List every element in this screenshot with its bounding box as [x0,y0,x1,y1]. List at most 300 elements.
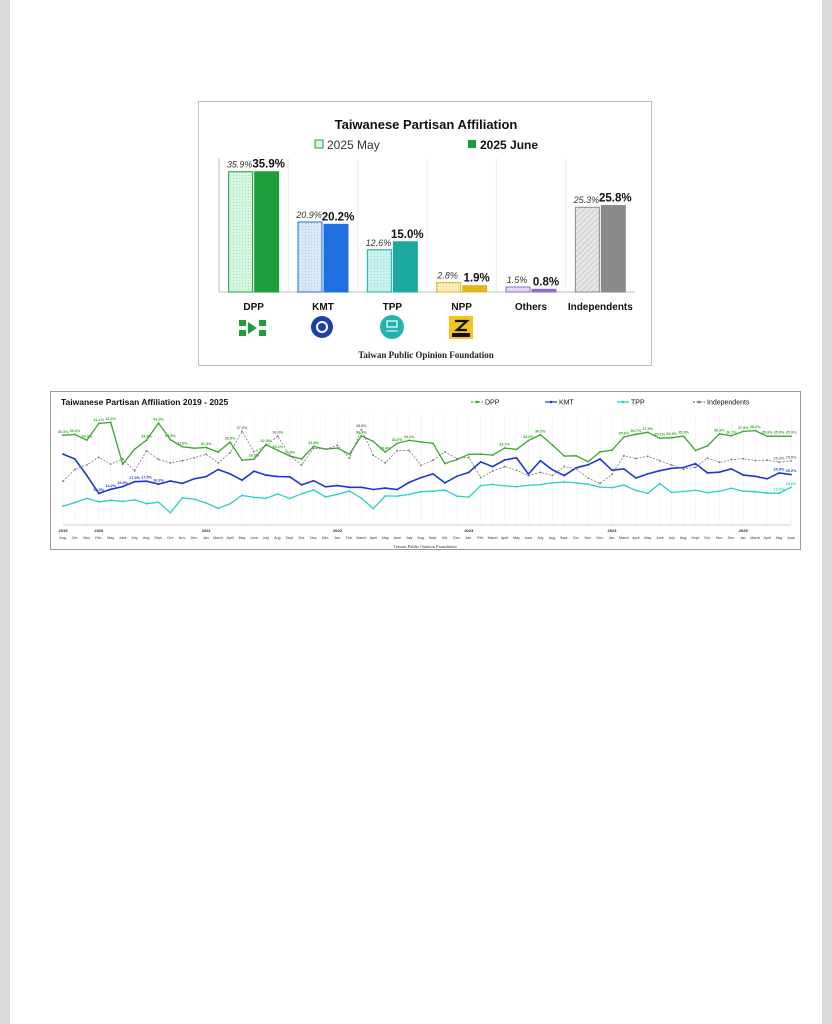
data-point-tpp [742,490,744,492]
month-tick-label: April [500,536,509,540]
data-point-tpp [384,495,386,497]
data-point-kmt [277,476,279,478]
data-point-kmt [754,475,756,477]
data-point-independents [683,468,685,470]
month-tick-label: March [213,536,224,540]
data-point-kmt [265,474,267,476]
data-point-independents [122,458,124,460]
month-tick-label: Oct. [167,536,174,540]
bar-value-label: 15.0% [391,228,424,241]
bar-npp-june [463,286,487,292]
month-tick-label: Jan. [608,536,616,540]
data-point-tpp [671,492,673,494]
data-point-tpp [396,495,398,497]
data-point-tpp [74,502,76,504]
data-point-tpp [229,503,231,505]
data-point-dpp [659,437,661,439]
data-point-kmt [158,483,160,485]
year-label: 2019 [58,528,68,533]
data-point-independents [790,460,792,462]
document-page [10,0,822,1024]
data-point-tpp [170,512,172,514]
data-point-independents [671,464,673,466]
bar-value-label: 1.5% [506,274,528,285]
data-point-independents [778,461,780,463]
data-point-independents [62,480,64,482]
data-point-dpp [742,430,744,432]
month-tick-label: Oct. [572,536,580,540]
data-label-dpp: 35.3% [666,432,678,437]
data-point-independents [599,483,601,485]
data-point-tpp [217,507,219,509]
month-tick-label: June [393,536,402,540]
data-point-tpp [241,495,243,497]
data-point-independents [504,466,506,468]
bar-chart-title: Taiwanese Partisan Affiliation [334,117,518,132]
legend-label-june: 2025 June [480,138,539,152]
month-tick-label: March [750,536,761,540]
data-point-independents [635,458,637,460]
month-tick-label: Nov. [310,536,318,540]
data-label-dpp: 32.5% [260,439,272,444]
data-point-independents [528,475,530,477]
data-point-dpp [229,441,231,443]
year-label: 2025 [738,528,748,533]
bar-independents-june [601,206,625,292]
data-point-independents [301,464,303,466]
month-tick-label: Nov. [715,536,723,540]
month-tick-label: March [618,536,629,540]
data-point-tpp [289,498,291,500]
data-label-kmt: 14.2% [105,483,117,488]
data-point-tpp [528,484,530,486]
month-tick-label: Sept. [691,536,700,540]
data-point-independents [181,460,183,462]
data-point-dpp [74,434,76,436]
data-point-tpp [754,491,756,493]
data-point-kmt [289,476,291,478]
data-point-tpp [313,489,315,491]
data-point-dpp [372,440,374,442]
bar-dot-overlay [437,283,461,292]
data-point-tpp [62,505,64,507]
data-label-kmt: 20.2% [785,469,797,474]
data-point-kmt [480,461,482,463]
data-point-dpp [360,435,362,437]
month-tick-label: Jan. [465,536,473,540]
data-point-kmt [170,480,172,482]
month-tick-label: Nov. [83,536,91,540]
data-point-dpp [384,451,386,453]
bar-value-label: 20.9% [296,209,322,220]
data-point-tpp [599,486,601,488]
month-tick-label: May [238,536,246,540]
data-point-kmt [444,482,446,484]
month-tick-label: May [644,536,652,540]
data-point-dpp [575,455,577,457]
data-point-independents [742,458,744,460]
month-tick-label: Oct. [441,536,449,540]
data-point-tpp [420,491,422,493]
data-point-kmt [492,466,494,468]
data-point-kmt [707,472,709,474]
data-point-kmt [456,475,458,477]
data-point-independents [575,468,577,470]
year-label: 2021 [201,528,211,533]
data-point-independents [444,451,446,453]
data-point-kmt [671,467,673,469]
data-point-tpp [516,486,518,488]
data-point-tpp [695,489,697,491]
data-label-kmt: 15.3% [117,481,129,486]
bar-chart-marks [227,159,632,292]
month-tick-label: Jan. [334,536,341,540]
data-point-tpp [778,492,780,494]
series-line-dpp [63,422,791,464]
month-tick-label: Sept. [560,536,569,540]
data-label-dpp: 36.5% [534,429,546,434]
line-chart-data-labels [58,417,797,492]
legend-marker-kmt [550,401,553,404]
data-point-tpp [587,483,589,485]
data-point-kmt [539,460,541,462]
data-point-dpp [516,449,518,451]
category-label-tpp: TPP [382,302,403,313]
data-point-kmt [790,474,792,476]
data-point-tpp [492,484,494,486]
data-point-kmt [635,477,637,479]
month-tick-label: July [537,536,544,540]
month-tick-label: March [487,536,498,540]
month-tick-label: June [787,536,795,540]
data-label-dpp: 34.5% [165,434,176,439]
month-tick-label: Nov. [178,536,186,540]
data-point-tpp [158,501,160,503]
data-label-dpp: 35.9% [678,430,689,435]
data-label-tpp: 15.0% [785,481,797,486]
data-label-dpp: 36.6% [69,429,81,434]
month-tick-label: Sept. [428,536,438,540]
data-point-dpp [420,441,422,443]
data-label-independents: 37.9% [236,425,248,430]
data-point-independents [253,451,255,453]
data-point-dpp [766,435,768,437]
month-tick-label: April [632,536,640,540]
month-tick-label: Feb. [345,536,354,540]
data-point-dpp [313,445,315,447]
data-label-dpp: 37.9% [737,425,749,430]
data-point-tpp [277,493,279,495]
data-point-independents [516,469,518,471]
data-point-independents [647,455,649,457]
month-tick-label: April [226,536,234,540]
data-point-kmt [432,473,434,475]
data-label-dpp: 31.3% [200,441,212,446]
data-point-dpp [563,455,565,457]
data-point-kmt [611,469,613,471]
data-point-tpp [253,496,255,498]
data-point-kmt [229,473,231,475]
data-point-dpp [349,453,351,455]
category-label-others: Others [514,302,548,313]
data-point-tpp [86,497,88,499]
data-point-dpp [86,439,88,441]
bar-value-label: 25.3% [573,195,600,206]
data-point-kmt [623,468,625,470]
data-label-dpp: 35.6% [618,431,630,436]
data-point-kmt [420,477,422,479]
data-point-kmt [74,458,76,460]
bar-value-label: 12.6% [365,237,392,248]
line-chart-title: Taiwanese Partisan Affiliation 2019 - 2025 [61,397,229,407]
data-point-kmt [134,481,136,483]
data-point-independents [539,472,541,474]
data-label-dpp: 35.1% [654,432,666,437]
data-point-tpp [766,492,768,494]
data-point-independents [480,477,482,479]
data-point-independents [396,450,398,452]
data-label-dpp: 41.3% [153,417,164,422]
data-point-kmt [408,482,410,484]
data-label-kmt: 16.3% [153,478,164,483]
data-point-dpp [217,451,219,453]
data-label-dpp: 34.3% [141,434,152,439]
data-point-tpp [623,484,625,486]
data-point-kmt [563,475,565,477]
data-point-dpp [181,446,183,448]
month-tick-label: Aug. [274,536,282,540]
month-tick-label: Jan. [739,536,747,540]
data-label-dpp: 33.1% [499,442,510,447]
bar-dpp-june [255,172,279,292]
data-point-independents [277,435,279,437]
month-tick-label: Dec. [727,536,736,540]
month-tick-label: June [524,536,533,540]
data-label-tpp: 12.6% [773,487,785,492]
data-label-dpp: 41.1% [93,418,105,423]
data-point-dpp [778,435,780,437]
data-point-independents [659,460,661,462]
data-point-independents [349,457,351,459]
data-point-tpp [647,492,649,494]
data-point-tpp [181,497,183,499]
data-point-kmt [181,483,183,485]
data-point-dpp [671,437,673,439]
data-point-dpp [253,458,255,460]
legend-marker-tpp [622,401,625,404]
data-point-dpp [468,453,470,455]
data-label-independents: 25.8% [785,455,797,460]
data-point-dpp [587,461,589,463]
legend-swatch-may [315,140,323,148]
data-point-dpp [193,447,195,449]
data-label-dpp: 34.2% [403,434,415,439]
data-point-kmt [551,469,553,471]
data-point-kmt [313,480,315,482]
month-tick-label: Dec. [190,536,198,540]
data-label-dpp: 34.3% [81,434,93,439]
data-point-kmt [110,488,112,490]
data-point-dpp [647,431,649,433]
data-point-independents [456,458,458,460]
data-point-independents [337,444,339,446]
data-point-independents [611,473,613,475]
month-tick-label: May [381,536,389,540]
data-point-independents [730,459,732,461]
data-label-dpp: 36.1% [355,430,367,435]
month-tick-label: June [250,536,258,540]
data-point-tpp [301,493,303,495]
data-point-independents [205,453,207,455]
data-point-independents [313,447,315,449]
legend-label-tpp: TPP [631,399,645,407]
data-point-tpp [337,494,339,496]
data-point-dpp [134,448,136,450]
data-label-dpp: 31.8% [308,440,320,445]
bar-dot-overlay [367,250,391,292]
data-point-tpp [205,502,207,504]
data-point-kmt [337,485,339,487]
month-tick-label: Sept. [154,536,163,540]
line-chart-svg [51,392,802,551]
data-point-kmt [659,470,661,472]
data-point-kmt [742,474,744,476]
month-tick-label: July [262,536,270,540]
data-point-tpp [730,487,732,489]
data-point-independents [193,457,195,459]
month-tick-label: April [763,536,771,540]
data-point-independents [372,454,374,456]
data-point-dpp [480,453,482,455]
series-line-tpp [63,482,791,513]
data-point-independents [563,466,565,468]
data-point-tpp [98,501,100,503]
data-point-dpp [62,434,64,436]
data-point-independents [695,466,697,468]
legend-swatch-june [468,140,476,148]
bar-chart-svg [199,102,653,367]
data-point-independents [134,470,136,472]
line-chart-source: Taiwan Public Opinion Foundation [393,544,457,549]
data-label-dpp: 36.7% [630,428,642,433]
month-tick-label: Aug. [417,536,425,540]
legend-marker-dpp [476,401,479,404]
data-point-tpp [265,497,267,499]
bar-value-label: 35.9% [226,159,253,170]
data-point-dpp [158,422,160,424]
data-point-kmt [205,476,207,478]
data-point-tpp [456,495,458,497]
data-point-dpp [504,447,506,449]
data-point-dpp [205,447,207,449]
month-tick-label: Aug. [548,536,557,540]
month-tick-label: July [668,536,675,540]
year-label: 2023 [464,528,474,533]
dpp-logo [239,320,266,336]
month-tick-label: Nov. [584,536,592,540]
data-point-kmt [372,489,374,491]
data-point-kmt [98,493,100,495]
data-label-dpp: 36.3% [57,429,69,434]
data-point-dpp [539,434,541,436]
data-label-kmt: 12.5% [93,487,105,492]
month-tick-label: March [356,536,367,540]
data-point-kmt [193,478,195,480]
bar-chart-grid [219,158,635,292]
data-point-tpp [146,503,148,505]
legend-label-may: 2025 May [327,138,380,152]
data-point-tpp [349,490,351,492]
data-point-dpp [122,463,124,465]
data-point-kmt [599,458,601,460]
data-point-dpp [635,433,637,435]
series-line-kmt [63,454,791,493]
tpp-logo [380,315,404,339]
data-point-dpp [241,459,243,461]
bar-value-label: 35.9% [252,158,285,171]
data-point-independents [98,456,100,458]
data-label-independents: 25.3% [773,456,785,461]
data-point-tpp [575,482,577,484]
data-point-kmt [146,480,148,482]
year-label: 2022 [333,528,342,533]
data-point-independents [110,463,112,465]
data-point-kmt [62,453,64,455]
data-point-dpp [695,450,697,452]
month-tick-label: Aug. [59,536,67,540]
bar-chart-panel [198,101,652,366]
bar-dot-overlay [298,222,322,292]
data-point-tpp [683,491,685,493]
data-point-independents [170,462,172,464]
data-point-tpp [539,484,541,486]
npp-logo [449,316,473,339]
data-point-kmt [86,475,88,477]
data-point-independents [241,430,243,432]
month-tick-label: Aug. [142,536,151,540]
month-tick-label: Feb. [95,536,103,540]
data-label-dpp: 35.9% [785,430,797,435]
data-point-independents [420,464,422,466]
data-point-independents [432,459,434,461]
bar-hatch-overlay [575,207,599,292]
data-point-tpp [432,490,434,492]
data-label-dpp: 36.1% [725,430,737,435]
line-chart-panel [50,391,801,550]
year-label: 2020 [94,528,104,533]
data-point-independents [384,462,386,464]
data-point-dpp [611,449,613,451]
data-point-tpp [790,486,792,488]
data-point-kmt [766,478,768,480]
month-tick-label: July [131,536,138,540]
data-point-dpp [146,439,148,441]
data-point-independents [718,462,720,464]
bar-dot-overlay [229,172,253,292]
data-point-kmt [384,487,386,489]
bar-value-label: 25.8% [599,192,632,205]
month-tick-label: Feb. [477,536,485,540]
data-point-independents [74,469,76,471]
data-label-dpp: 31.6% [176,441,188,446]
data-point-tpp [193,498,195,500]
data-label-dpp: 35.9% [761,430,773,435]
data-point-independents [289,455,291,457]
bar-value-label: 0.8% [532,276,560,289]
data-point-dpp [718,433,720,435]
data-point-kmt [349,486,351,488]
month-tick-label: June [655,536,664,540]
